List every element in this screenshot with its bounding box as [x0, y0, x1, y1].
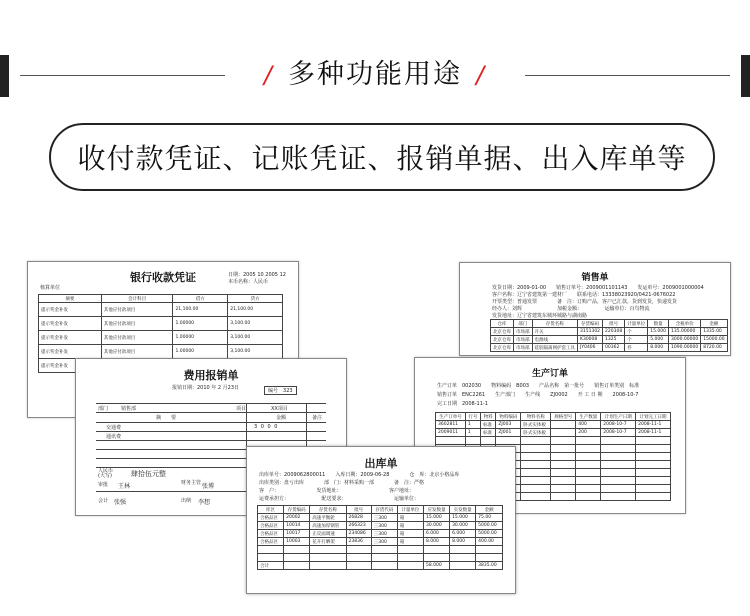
column-header: 批号 [603, 320, 625, 328]
amount-header: 金额 [276, 415, 287, 421]
cell: 15.000 [423, 514, 449, 522]
cell: 高速加厚钢管 [310, 522, 346, 530]
bank-voucher-unit: 核算单位 [40, 285, 61, 291]
cell: 30.000 [423, 522, 449, 530]
cell: 电源线 [532, 336, 578, 344]
outbound-slip-line: 出库单号：2009062800011 入库日期：2009-06-28 仓 库：北京小格品库 [259, 472, 460, 478]
sales-order-document [459, 262, 731, 356]
cell: 件 [625, 344, 648, 352]
column-header: 借方 [173, 295, 228, 303]
cell: 市场部 [514, 344, 533, 352]
table-header-row [436, 413, 671, 421]
column-header: 存货名称 [532, 320, 578, 328]
cell: 2008-10-7 [601, 429, 636, 437]
cell: 高速平衡轮 [310, 514, 346, 522]
bank-voucher-title: 银行收款凭证 [130, 271, 196, 284]
expense-claim-date: 报销日期：2010 年 2 月23日 [172, 385, 240, 391]
accountant-label: 会计 [98, 498, 109, 504]
heading-slash-right: / [476, 61, 487, 89]
table-row [258, 522, 503, 530]
table-row [491, 344, 728, 352]
cell: 花开打晒架 [310, 538, 346, 546]
cell [551, 421, 576, 429]
divider [96, 412, 326, 413]
cell: 标准 [481, 429, 496, 437]
cell: 三300 [371, 538, 397, 546]
feature-banner [49, 123, 715, 191]
production-order-line: 完工日期 2008-11-1 [437, 401, 488, 407]
total-label: 人民币 (大写) [98, 468, 114, 479]
number-value: 323 [283, 388, 293, 394]
sales-order-line: 客户名称：辽宁省建筑第一建材厂 联系电话：13338023920/0421-0676022 [492, 292, 676, 298]
column-header: 金额 [701, 320, 727, 328]
cell: ZJ001 [496, 429, 521, 437]
divider [96, 440, 326, 441]
outbound-slip-line: 运费承担方： 配送要求： 运输单位： [259, 496, 420, 502]
table-row [491, 336, 728, 344]
cell: 8720.00 [701, 344, 727, 352]
sales-order-line: 开票类型：普通发票 备 注：订购产品，客户已汇款，货到发货，快递发货 [492, 299, 678, 305]
column-header: 存货编码 [284, 506, 310, 514]
feature-banner-text: 收付款凭证、记账凭证、报销单据、出入库单等 [77, 142, 687, 175]
cell: 5000.00 [476, 530, 503, 538]
expense-item: 交通费 [106, 425, 122, 431]
cell: 200 [576, 429, 601, 437]
column-header: 规格型号 [551, 413, 576, 421]
cell: 30.000 [450, 522, 476, 530]
cell: 1 [465, 429, 480, 437]
cell: 5.000 [648, 336, 669, 344]
total-label: 合计 [258, 562, 284, 570]
cell: 400.00 [476, 538, 503, 546]
cell: 卧式实体板 [521, 429, 551, 437]
cell: 箱 [397, 538, 423, 546]
cell: 8.000 [648, 344, 669, 352]
cell: 卧式实体板 [521, 421, 551, 429]
cell: 合格品区 [258, 522, 284, 530]
cell: 其他应付款项目 [101, 345, 173, 359]
cell: 标准 [481, 421, 496, 429]
expense-item: 通讯费 [106, 434, 122, 440]
section-heading [0, 52, 750, 91]
cell: 2008-11-1 [636, 421, 671, 429]
sales-order-line: 发货日期：2009-01-00 销售订单号：2009001101143 发运单号：2009001000004 [492, 285, 704, 291]
cell: 26828 [346, 514, 371, 522]
cell: ZJ003 [496, 421, 521, 429]
cell: 3000.00000 [668, 336, 700, 344]
accountant-value: 张强 [114, 499, 127, 506]
cell: 箱 [397, 522, 423, 530]
table-row [39, 303, 283, 317]
column-header: 存货名称 [310, 506, 346, 514]
cell: 开关 [532, 328, 578, 336]
column-header: 实发数量 [450, 506, 476, 514]
table-row [39, 317, 283, 331]
cell: 6.000 [450, 530, 476, 538]
cell: 3,100.00 [228, 317, 283, 331]
amount-digits: 3 0 0 0 [254, 424, 279, 430]
cell: 15000.00 [701, 336, 727, 344]
column-header: 贷方 [228, 295, 283, 303]
cell: JY0406 [578, 344, 603, 352]
cell: 00362 [603, 344, 625, 352]
outbound-slip-title: 出库单 [364, 457, 398, 470]
cell: 箱 [397, 530, 423, 538]
column-header: 计量单位 [625, 320, 648, 328]
divider [96, 422, 326, 423]
cell: 1.00000 [173, 345, 228, 359]
cell: 2008-11-1 [636, 429, 671, 437]
column-header: 摘要 [39, 295, 102, 303]
column-header: 含税单价 [668, 320, 700, 328]
approver-label: 审批 [98, 482, 109, 488]
cell: 市场部 [514, 336, 533, 344]
column-header: 物料名称 [521, 413, 551, 421]
total-quantity: 58.000 [423, 562, 449, 570]
finance-value: 张博 [202, 483, 215, 490]
table-row [258, 546, 503, 554]
cell: 提示奖金补发 [39, 317, 102, 331]
total-amount: 3835.00 [476, 562, 503, 570]
cell: 其他应付款项目 [101, 331, 173, 345]
production-order-title: 生产订单 [531, 369, 568, 379]
cell: 市场部 [514, 328, 533, 336]
production-order-line: 生产订单 002030 物料编码 B003 产品名称 第一批号 销售订单类别 标准 [437, 383, 640, 389]
approver-value: 王林 [118, 483, 131, 490]
table-header-row [491, 320, 728, 328]
cell: 箱 [397, 514, 423, 522]
cell: 21,100.00 [228, 303, 283, 317]
table-row [491, 328, 728, 336]
cell: 个 [625, 328, 648, 336]
number-label: 编号 [268, 388, 279, 394]
column-header: 计划完工日期 [636, 413, 671, 421]
cell: 135.00000 [668, 328, 700, 336]
table-row [39, 345, 283, 359]
cell: 3602811 [436, 421, 466, 429]
cell: 个 [625, 336, 648, 344]
table-total-row [258, 562, 503, 570]
project-value: XX项目 [271, 406, 288, 412]
cell: 三300 [371, 514, 397, 522]
heading-text: 多种功能用途 [288, 59, 462, 90]
heading-slash-left: / [263, 61, 274, 89]
cell: 三300 [371, 522, 397, 530]
column-header: 数量 [648, 320, 669, 328]
cell: 2008-10-7 [601, 421, 636, 429]
cell: 1335.00 [701, 328, 727, 336]
cell: 合格品区 [258, 530, 284, 538]
cell: 21,100.00 [173, 303, 228, 317]
table-header-row [39, 295, 283, 303]
cell: 1 [465, 421, 480, 429]
cell: 5000.00 [476, 522, 503, 530]
cell: 合格品区 [258, 514, 284, 522]
project-label: 项目 [236, 406, 247, 412]
expense-claim-title: 费用报销单 [183, 369, 239, 382]
production-order-line: 销售订单 ENC2261 生产部门 生产线 ZJ0002 开 工 日 期 2008-10-7 [437, 392, 639, 398]
column-header: 物料编码 [496, 413, 521, 421]
column-header: 计划生产日期 [601, 413, 636, 421]
cell: 1.00000 [173, 317, 228, 331]
divider [96, 403, 326, 404]
column-header: 物料 [481, 413, 496, 421]
sales-order-line: 经办人：刘辉 加税金额： 运输单位：百鸟物流 [492, 306, 650, 312]
cell: 2009011 [436, 429, 466, 437]
dept-value: 销售部 [121, 406, 137, 412]
column-header: 金额 [476, 506, 503, 514]
cell: 合格品区 [258, 538, 284, 546]
column-header: 应发数量 [423, 506, 449, 514]
cell: 15.000 [450, 514, 476, 522]
cell: 10017 [284, 530, 310, 538]
cell: 其他应付款项目 [101, 317, 173, 331]
bank-voucher-date: 日期：2005 10 2005 12 [228, 272, 286, 278]
cell: 20002 [284, 514, 310, 522]
cell: 3,100.00 [228, 345, 283, 359]
table-row [258, 514, 503, 522]
summary-header: 摘 要 [156, 415, 177, 421]
column-header: 存货编码 [578, 320, 603, 328]
column-header: 批号 [346, 506, 371, 514]
cell: 8.000 [450, 538, 476, 546]
outbound-slip-line: 客 户： 发货地址： 客户地址： [259, 488, 415, 494]
cell: 10014 [284, 522, 310, 530]
cell: 400 [576, 421, 601, 429]
column-header: 会计科目 [101, 295, 173, 303]
outbound-slip-line: 出库类别：盘亏出库 部 门：材料采购一部 备 注：严格 [259, 480, 425, 486]
cell [551, 429, 576, 437]
cell: 8.000 [423, 538, 449, 546]
cashier-label: 出纳 [181, 498, 192, 504]
outbound-slip-document [246, 446, 516, 594]
cell: 北京仓库 [491, 344, 514, 352]
table-row [436, 421, 671, 429]
column-header: 计量单位 [397, 506, 423, 514]
column-header: 生产数量 [576, 413, 601, 421]
cell: 提示奖金补发 [39, 359, 102, 373]
cell: 23836 [346, 538, 371, 546]
dept-label: 部门 [98, 406, 109, 412]
cell: 三300 [371, 530, 397, 538]
cell: 266323 [346, 522, 371, 530]
cell: 6.000 [423, 530, 449, 538]
column-header: 存货代码 [371, 506, 397, 514]
cell: 提示奖金补发 [39, 345, 102, 359]
table-row [436, 437, 671, 445]
cell: 北京仓库 [491, 328, 514, 336]
cell: K30008 [578, 336, 603, 344]
cell: 正反面调速 [310, 530, 346, 538]
column-header: 生产订单号 [436, 413, 466, 421]
table-row [258, 530, 503, 538]
cell: 75.00 [476, 514, 503, 522]
cashier-value: 李想 [198, 499, 211, 506]
column-header: 部门 [514, 320, 533, 328]
cell: 3151302 [578, 328, 603, 336]
cell: 北京仓库 [491, 336, 514, 344]
sales-order-title: 销售单 [581, 273, 609, 283]
cell: 15.000 [648, 328, 669, 336]
cell: 提示奖金补发 [39, 303, 102, 317]
cell: 其他应付款项目 [101, 303, 173, 317]
sales-order-line: 发货地址：辽宁省建筑东城环城路与湖南路 [492, 313, 588, 319]
column-header: 库区 [258, 506, 284, 514]
table-row [39, 331, 283, 345]
divider [96, 431, 326, 432]
cell: 1090.00000 [668, 344, 700, 352]
remark-header: 备注 [312, 415, 323, 421]
table-row [258, 554, 503, 562]
sales-order-table [490, 319, 728, 352]
cell: 220308 [603, 328, 625, 336]
cell: 硅胶隔离网护套工具 [532, 344, 578, 352]
column-header: 行号 [465, 413, 480, 421]
table-row [258, 538, 503, 546]
expense-claim-number-box [264, 386, 297, 395]
cell: 3,100.00 [228, 331, 283, 345]
cell: 提示奖金补发 [39, 331, 102, 345]
total-text: 肆拾伍元整 [131, 470, 166, 478]
column-header: 仓库 [491, 320, 514, 328]
cell: 1.00000 [173, 331, 228, 345]
table-header-row [258, 506, 503, 514]
table-row [436, 429, 671, 437]
outbound-slip-table [257, 505, 503, 570]
cell: 234086 [346, 530, 371, 538]
cell: 1325 [603, 336, 625, 344]
bank-voucher-currency: 本币名称：人民币 [228, 279, 269, 285]
finance-label: 财务主管 [181, 480, 202, 486]
cell: 10003 [284, 538, 310, 546]
